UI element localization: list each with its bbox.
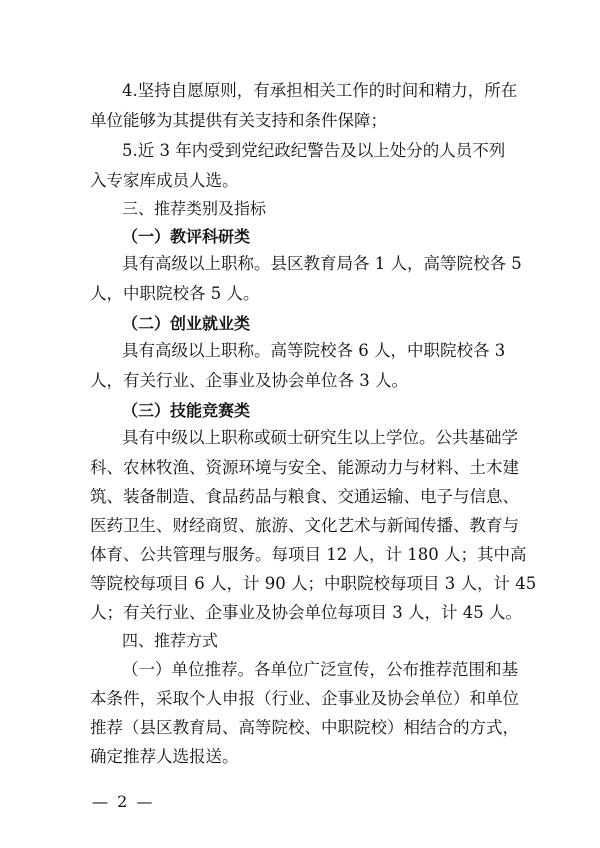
- text-line: 等院校每项目 6 人，计 90 人；中职院校每项目 3 人，计 45: [90, 574, 537, 593]
- text-line: 确定推荐人选报送。: [90, 747, 239, 766]
- text-line: 人，有关行业、企事业及协会单位各 3 人。: [90, 371, 408, 390]
- text-line: 4.坚持自愿原则，有承担相关工作的时间和精力，所在: [122, 81, 518, 100]
- text-line: 本条件，采取个人申报（行业、企事业及协会单位）和单位: [90, 689, 519, 708]
- text-line: 具有中级以上职称或硕士研究生以上学位。公共基础学: [122, 428, 518, 447]
- subsection-heading: （三）技能竞赛类: [122, 401, 251, 420]
- text-line: 单位能够为其提供有关支持和条件保障；: [90, 111, 387, 130]
- text-line: 具有高级以上职称。高等院校各 6 人，中职院校各 3: [122, 341, 506, 360]
- text-line: 医药卫生、财经商贸、旅游、文化艺术与新闻传播、教育与: [90, 516, 519, 535]
- text-line: 具有高级以上职称。县区教育局各 1 人，高等院校各 5: [122, 254, 522, 273]
- text-line: 人，中职院校各 5 人。: [90, 284, 260, 303]
- text-line: 科、农林牧渔、资源环境与安全、能源动力与材料、土木建: [90, 458, 519, 477]
- text-line: 体育、公共管理与服务。每项目 12 人，计 180 人；其中高: [90, 545, 527, 564]
- text-line: 人；有关行业、企事业及协会单位每项目 3 人，计 45 人。: [90, 603, 522, 622]
- section-heading: 四、推荐方式: [122, 631, 219, 650]
- text-line: 5.近 3 年内受到党纪政纪警告及以上处分的人员不列: [122, 141, 506, 160]
- subsection-heading: （二）创业就业类: [122, 314, 251, 333]
- text-line: 筑、装备制造、食品药品与粮食、交通运输、电子与信息、: [90, 487, 519, 506]
- text-line: 推荐（县区教育局、高等院校、中职院校）相结合的方式，: [90, 718, 519, 737]
- page-number: — 2 —: [92, 792, 155, 811]
- text-line: （一）单位推荐。各单位广泛宣传，公布推荐范围和基: [122, 660, 518, 679]
- text-line: 入专家库成员人选。: [90, 171, 239, 190]
- section-heading: 三、推荐类别及指标: [122, 199, 267, 218]
- subsection-heading: （一）教评科研类: [122, 227, 251, 246]
